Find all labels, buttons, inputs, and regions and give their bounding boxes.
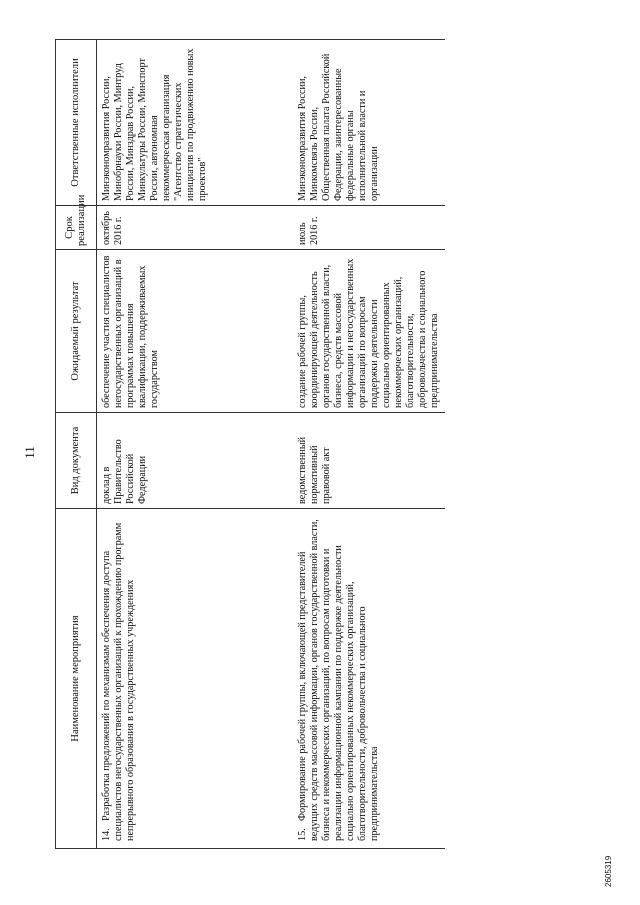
cell-result: обеспечение участия специалистов негосударственных организаций в программах повышения квалификации, поддерживаемых государством (97, 250, 293, 413)
cell-doc-type: ведомственный нормативный правовой акт (293, 413, 445, 509)
page-number: 11 (22, 446, 37, 459)
table-header-row (56, 40, 97, 849)
header-result: Ожидаемый результат (56, 250, 97, 413)
measure-name: Формирование рабочей группы, включающей представителей ведущих средств массовой информации, органов государственной власти, бизнеса и некоммерческих организаций, по вопросам подготовки и реализации информационной кампании по поддержке деятельности социально ориентированных некоммерческих организаций, благотворительности, добровольчества и социального предпринимательства (296, 519, 380, 841)
table-row (293, 40, 445, 849)
row-number: 14. (101, 828, 112, 841)
measures-table (55, 39, 445, 849)
cell-result: создание рабочей группы, координирующей деятельность органов государственной власти, бизнеса, средств массовой информации и негосударственных организаций по вопросам поддержки деятельности социально ориентированных некоммерческих организаций, благотворительности, добровольчества и социального предпринимательства (293, 250, 445, 413)
cell-name (97, 509, 293, 849)
header-deadline: Срок реализации (56, 206, 97, 250)
cell-deadline: июль 2016 г. (293, 206, 445, 250)
table-row (97, 40, 293, 849)
document-id: 2605319 (604, 855, 613, 887)
measure-name: Разработка предложений по механизмам обеспечения доступа специалистов негосударственных организаций к прохождению программ непрерывного образования в государственных учреждениях (101, 522, 136, 841)
cell-doc-type: доклад в Правительство Российской Федерации (97, 413, 293, 509)
header-executors: Ответственные исполнители (56, 40, 97, 206)
cell-executors: Минэкономразвития России, Минкомсвязь России, Общественная палата Российской Федерации, заинтересованные федеральные органы исполнительной власти и организации (293, 40, 445, 206)
header-name: Наименование мероприятия (56, 509, 97, 849)
row-number: 15. (296, 828, 308, 841)
cell-deadline: октябрь 2016 г. (97, 206, 293, 250)
header-doc-type: Вид документа (56, 413, 97, 509)
cell-executors: Минэкономразвития России, Минобрнауки России, Минтруд России, Минздрав России, Минкультуры России, Минспорт России, автономная некоммерческая организация "Агентство стратегических инициатив по продвижению новых проектов" (97, 40, 293, 206)
cell-name (293, 509, 445, 849)
